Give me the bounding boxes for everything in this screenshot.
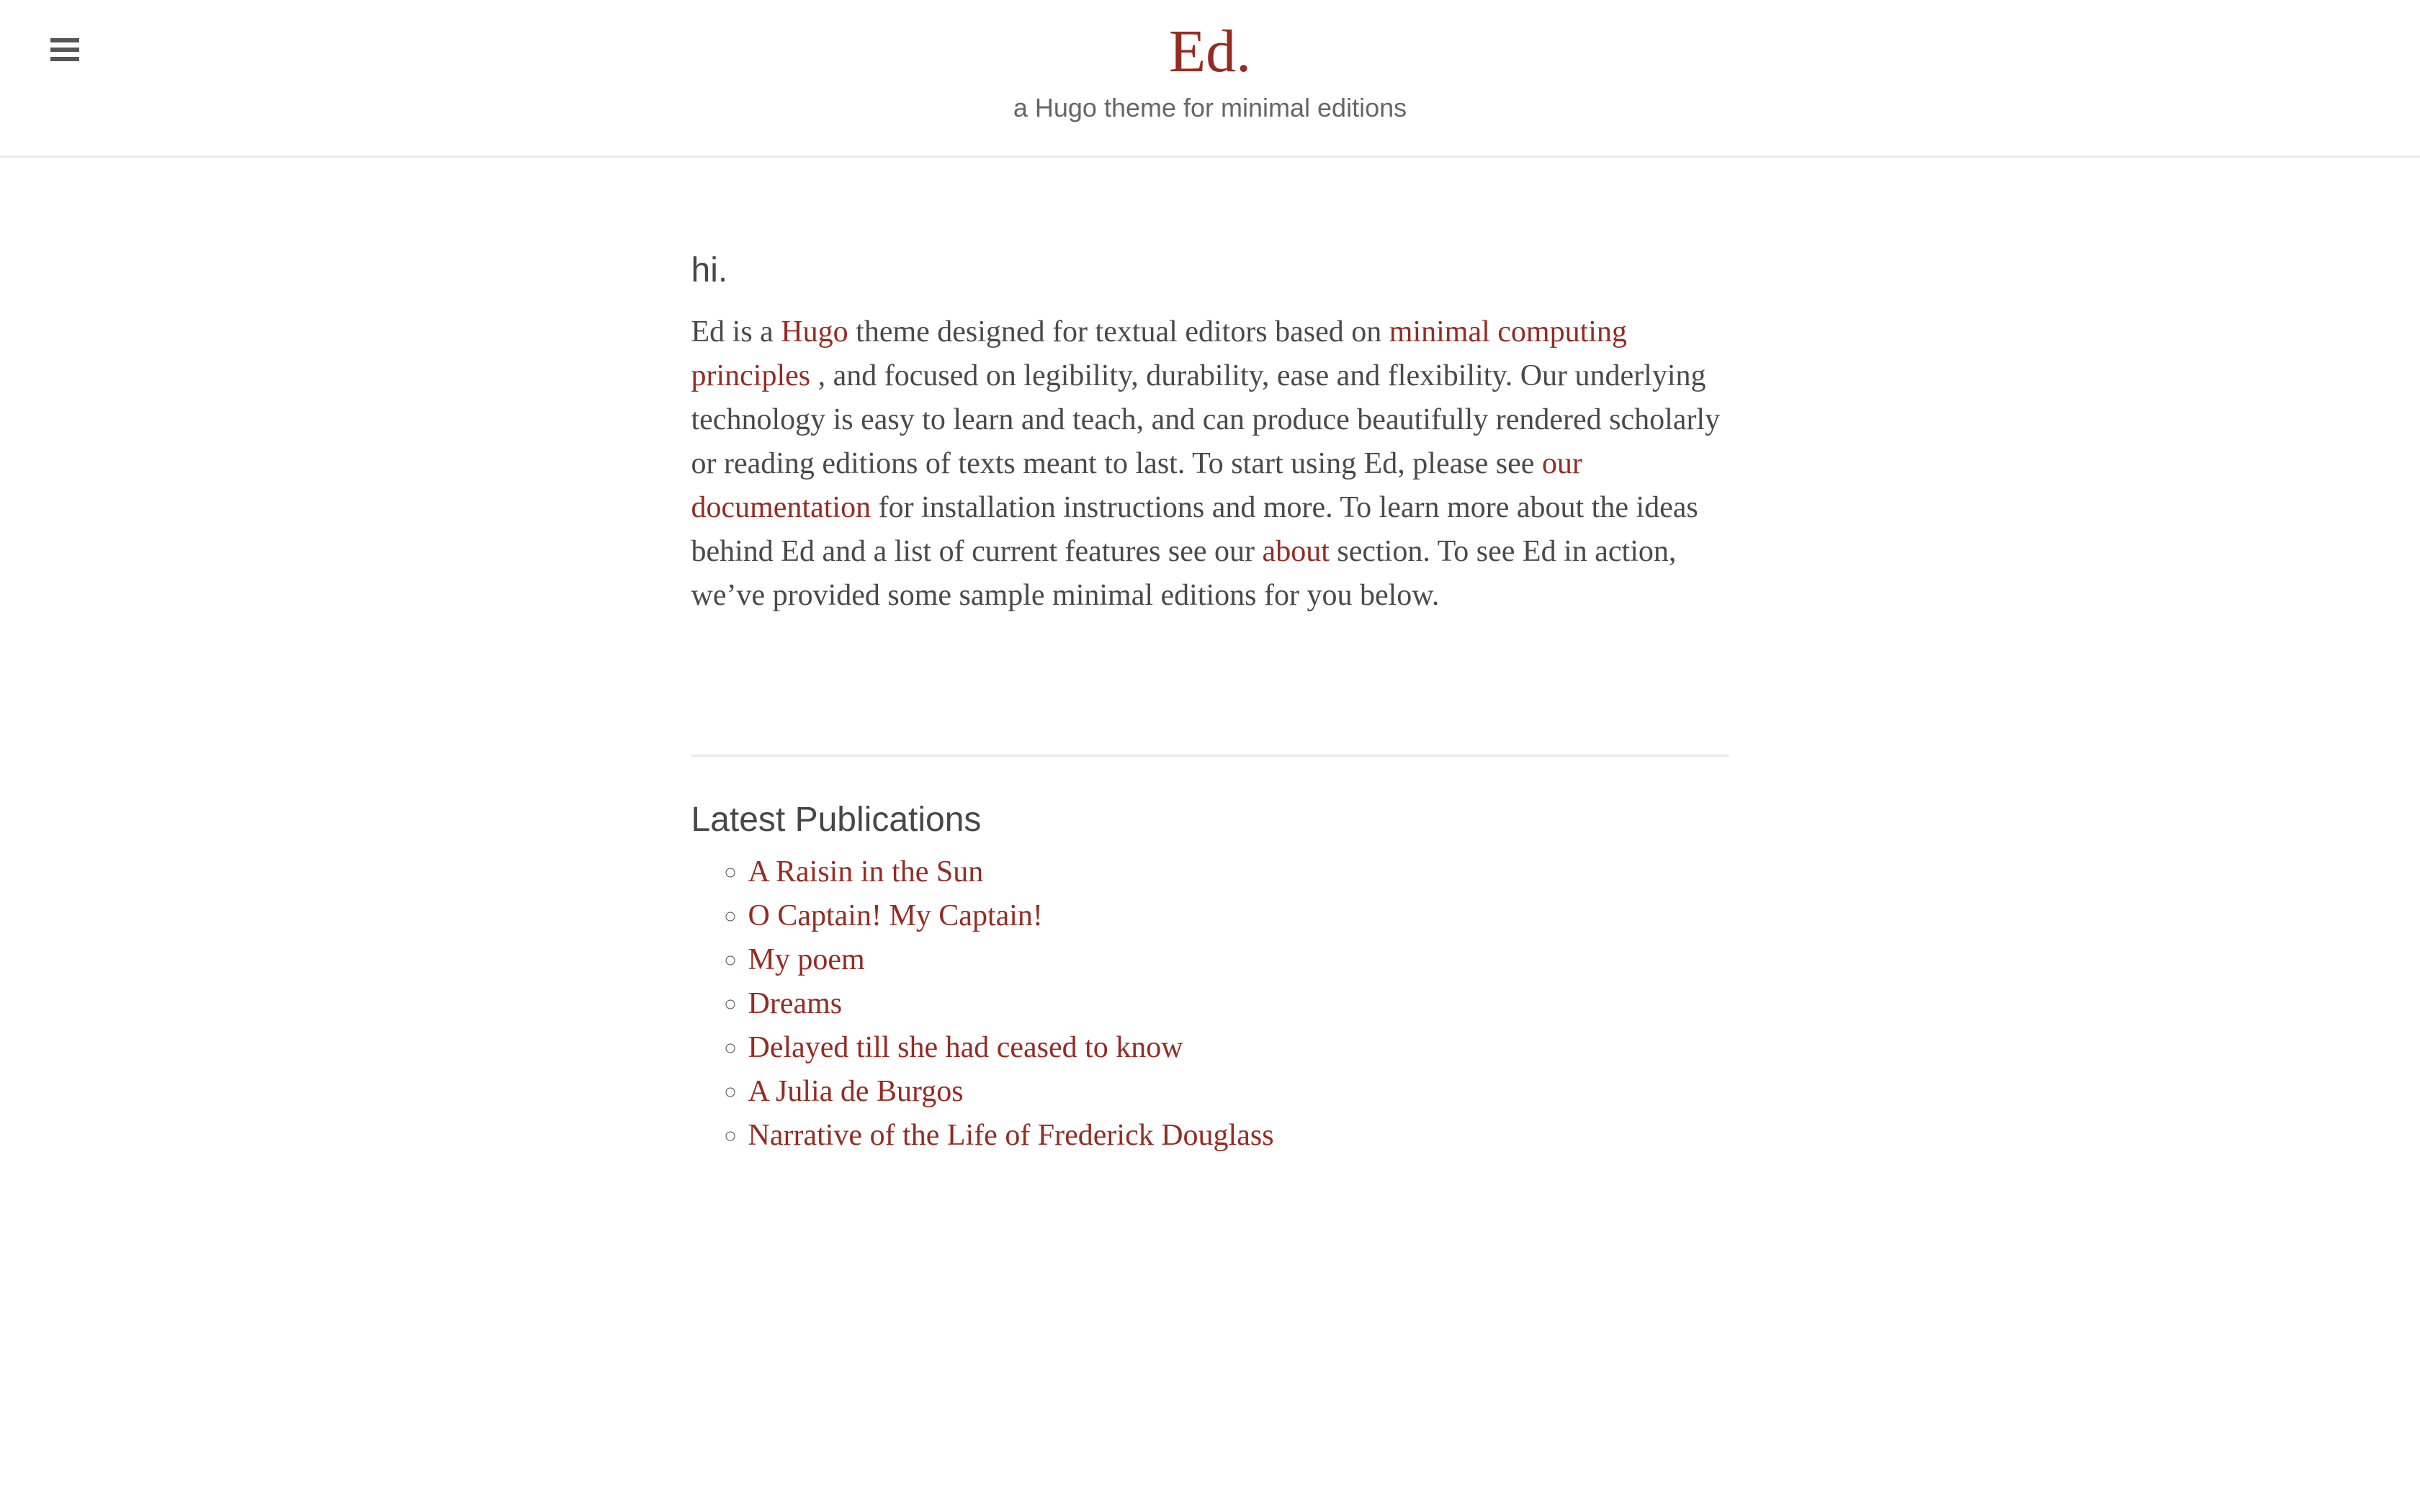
intro-text: section. To see Ed in action, we’ve provided some sample minimal editions for you below. [691, 535, 1677, 612]
list-item [748, 938, 1729, 982]
latest-publications-heading: Latest Publications [691, 801, 982, 839]
publication-link[interactable]: A Julia de Burgos [748, 1075, 964, 1108]
list-item [748, 1114, 1729, 1158]
page-title: hi. [691, 251, 728, 289]
main-content [691, 251, 1729, 1158]
publication-link[interactable]: My poem [748, 943, 865, 976]
menu-button[interactable] [50, 38, 79, 61]
intro-text: for installation instructions and more. To learn more about the ideas behind Ed and a list of current features see our [691, 491, 1698, 568]
publications-list [691, 850, 1729, 1158]
section-divider [691, 755, 1729, 757]
list-item [748, 1070, 1729, 1114]
hugo-link[interactable]: Hugo [781, 315, 848, 348]
intro-text: , and focused on legibility, durability, ease and flexibility. Our underlying technology is easy to learn and teach, and can produce beautifully rendered scholarly or reading editions of texts meant to last. To start using Ed, please see [691, 359, 1721, 480]
minimal-computing-principles-link[interactable]: minimal computing principles [691, 315, 1627, 392]
intro-paragraph [691, 310, 1729, 618]
site-subtitle: a Hugo theme for minimal editions [1013, 93, 1407, 122]
site-header [0, 0, 2420, 158]
list-item [748, 1026, 1729, 1070]
intro-text: theme designed for textual editors based on [848, 315, 1389, 348]
list-item [748, 894, 1729, 938]
list-item [748, 850, 1729, 894]
publication-link[interactable]: Dreams [748, 987, 843, 1020]
our-documentation-link[interactable]: our documentation [691, 447, 1582, 524]
publication-link[interactable]: A Raisin in the Sun [748, 855, 984, 888]
list-item [748, 982, 1729, 1026]
publication-link[interactable]: Delayed till she had ceased to know [748, 1031, 1183, 1064]
hamburger-icon [50, 38, 79, 61]
intro-text: Ed is a [691, 315, 781, 348]
site-title[interactable]: Ed. [1168, 18, 1252, 85]
about-link[interactable]: about [1262, 535, 1330, 568]
publication-link[interactable]: O Captain! My Captain! [748, 899, 1043, 932]
publication-link[interactable]: Narrative of the Life of Frederick Douglass [748, 1119, 1274, 1152]
